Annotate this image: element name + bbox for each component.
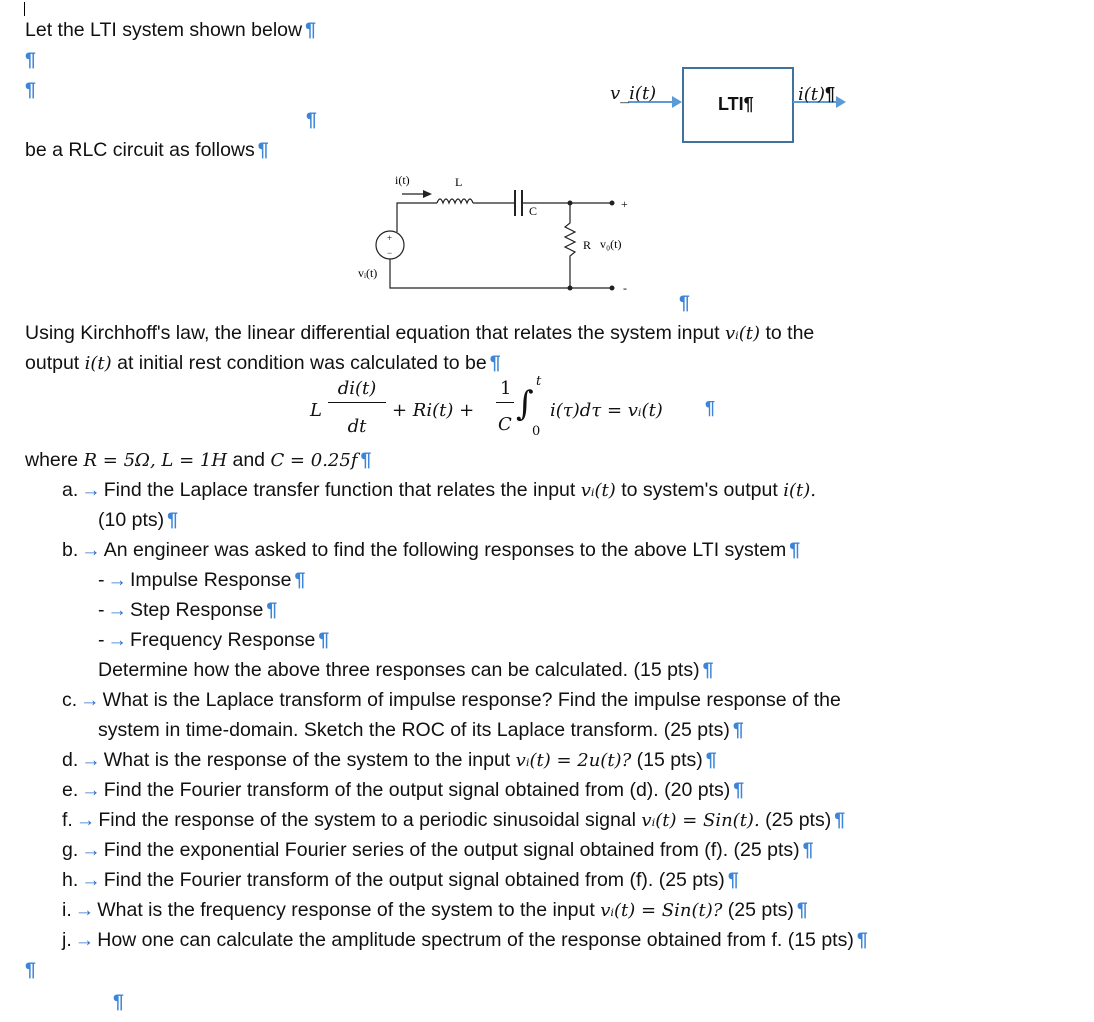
text: What is the frequency response of the system to the input: [97, 899, 601, 921]
text: (10 pts): [98, 509, 165, 531]
list-item-d: [62, 748, 717, 773]
text: i(t).: [783, 480, 816, 501]
text: +: [621, 197, 628, 211]
list-item-h: [62, 868, 739, 892]
text: →: [81, 839, 101, 861]
input-arrowhead-icon: [672, 96, 682, 108]
list-item-c: [62, 688, 841, 712]
text: i(t): [84, 353, 112, 374]
text: i(t): [798, 84, 826, 105]
text: ¶: [733, 779, 745, 801]
block-output-label: [798, 82, 835, 107]
intro-text: Let the LTI system shown below: [25, 19, 303, 41]
text: -: [98, 599, 105, 621]
text: vᵢ(t): [724, 323, 761, 344]
inductor: [437, 199, 473, 203]
text: vᵢ(t): [580, 480, 616, 501]
text: +: [387, 233, 393, 243]
text: →: [81, 749, 101, 771]
text: What is the Laplace transform of impulse response? Find the impulse response of the: [102, 689, 841, 711]
text: h.: [62, 869, 79, 891]
text: Step Response: [130, 599, 264, 621]
text-cursor: [24, 2, 25, 16]
text: →: [81, 539, 101, 561]
text: to the: [760, 322, 815, 344]
text: →: [81, 869, 101, 891]
sub-item: [98, 598, 277, 622]
text: L: [455, 175, 463, 189]
text: vᵢ(t) = Sin(t)?: [600, 900, 723, 921]
text: −: [387, 248, 393, 258]
output-arrowhead-icon: [836, 96, 846, 108]
text: Find the Fourier transform of the output signal obtained from (f). (25 pts): [103, 869, 725, 891]
text: (25 pts): [722, 899, 794, 921]
text: j.: [62, 929, 72, 951]
text: ¶: [796, 899, 808, 921]
text: →: [74, 899, 95, 921]
text: ¶: [294, 569, 306, 591]
pilcrow: ¶: [113, 991, 124, 1013]
text: g.: [62, 839, 79, 861]
text: Find the exponential Fourier series of the output signal obtained from (f). (25 pts): [103, 839, 800, 861]
text: -: [623, 281, 627, 295]
text: vᵢ(t) = Sin(t).: [641, 810, 760, 831]
text: →: [81, 779, 101, 801]
sub-item: [98, 568, 305, 592]
text: Using Kirchhoff's law, the linear differential equation that relates the system input: [25, 322, 725, 344]
text: ¶: [266, 599, 278, 621]
text: An engineer was asked to find the following responses to the above LTI system: [103, 539, 787, 561]
text: →: [107, 629, 127, 651]
text: system in time-domain. Sketch the ROC of its Laplace transform. (25 pts): [98, 719, 730, 741]
text: f.: [62, 809, 73, 831]
text: (25 pts): [759, 809, 832, 831]
wire-bottom: [390, 259, 612, 288]
list-item-e: [62, 778, 744, 802]
circuit-intro-line: [25, 138, 269, 162]
resistor: [565, 203, 575, 288]
lti-label: [718, 92, 754, 116]
text: Impulse Response: [130, 569, 292, 591]
text: ¶: [167, 509, 178, 531]
text: ¶: [489, 352, 501, 374]
text: a.: [62, 479, 79, 501]
text: d.: [62, 749, 79, 771]
text: i(τ)dτ = vᵢ(t): [550, 400, 663, 421]
list-item-g: [62, 838, 814, 862]
text: i.: [62, 899, 72, 921]
block-input-label: v_i(t): [610, 83, 657, 104]
text: Determine how the above three responses can be calculated. (15 pts): [98, 659, 700, 681]
text: + Ri(t) +: [392, 400, 475, 421]
text: Find the response of the system to a periodic sinusoidal signal: [98, 809, 642, 831]
pilcrow: ¶: [25, 79, 36, 101]
pilcrow: ¶: [25, 959, 36, 981]
text: ¶: [802, 839, 814, 861]
kirchhoff-line-2: [25, 351, 501, 376]
text: →: [80, 689, 100, 711]
list-item-a: [62, 478, 816, 503]
text: ¶: [732, 719, 744, 741]
text: C: [498, 414, 512, 435]
text: C: [529, 204, 538, 218]
text: output: [25, 352, 85, 374]
kirchhoff-line-1: [25, 321, 814, 346]
text: ¶: [825, 84, 836, 104]
text: (15 pts): [631, 749, 703, 771]
text: c.: [62, 689, 78, 711]
text: ¶: [705, 749, 717, 771]
text: ¶: [360, 449, 372, 471]
text: e.: [62, 779, 79, 801]
text: ∫: [516, 384, 534, 424]
text: be a RLC circuit as follows: [25, 139, 255, 161]
text: ¶: [727, 869, 739, 891]
text: R = 5Ω, L = 1H: [83, 450, 228, 471]
text: →: [75, 809, 96, 831]
list-item-i: [62, 898, 808, 923]
text: v₀(t): [600, 237, 622, 251]
text: ¶: [318, 629, 330, 651]
text: di(t): [337, 378, 377, 399]
intro-line: [25, 18, 316, 42]
list-item-j: [62, 928, 868, 952]
text: C = 0.25f: [270, 450, 358, 471]
text: ¶: [705, 398, 716, 418]
differential-equation: [310, 374, 760, 444]
text: vᵢ(t) = 2u(t)?: [515, 750, 632, 771]
text: ¶: [834, 809, 846, 831]
text: 0: [532, 424, 541, 439]
text: →: [74, 929, 95, 951]
text: →: [107, 569, 127, 591]
text: What is the response of the system to the input: [103, 749, 516, 771]
text: 1: [500, 378, 512, 399]
text: ¶: [789, 539, 801, 561]
text: and: [227, 449, 271, 471]
text: i(t): [395, 173, 410, 187]
text: -: [98, 569, 105, 591]
list-item-f: [62, 808, 845, 833]
text: vᵢ(t): [358, 266, 378, 280]
text: Find the Fourier transform of the output signal obtained from (d). (20 pts): [103, 779, 731, 801]
text: →: [107, 599, 127, 621]
rlc-circuit: [340, 170, 660, 300]
text: How one can calculate the amplitude spectrum of the response obtained from f. (15 pts): [97, 929, 854, 951]
text: b.: [62, 539, 79, 561]
text: LTI: [718, 94, 744, 114]
text: Find the Laplace transfer function that relates the input: [103, 479, 581, 501]
text: t: [536, 374, 542, 389]
pilcrow: ¶: [306, 109, 317, 131]
text: ¶: [856, 929, 868, 951]
list-item-b: [62, 538, 800, 562]
text: R: [583, 238, 592, 252]
wire-top-left: [397, 203, 437, 232]
pilcrow: ¶: [25, 49, 36, 71]
text: to system's output: [615, 479, 784, 501]
text: dt: [347, 416, 367, 437]
text: →: [81, 479, 101, 501]
text: L: [310, 400, 322, 421]
text: where: [25, 449, 84, 471]
text: ¶: [257, 139, 269, 161]
pilcrow: ¶: [679, 292, 690, 314]
where-line: [25, 448, 371, 473]
text: at initial rest condition was calculated to be: [111, 352, 487, 374]
text: ¶: [702, 659, 714, 681]
text: -: [98, 629, 105, 651]
sub-item: [98, 628, 329, 652]
pilcrow: ¶: [305, 19, 316, 41]
current-arrow-icon: [423, 190, 432, 198]
text: ¶: [743, 94, 754, 114]
text: Frequency Response: [130, 629, 316, 651]
